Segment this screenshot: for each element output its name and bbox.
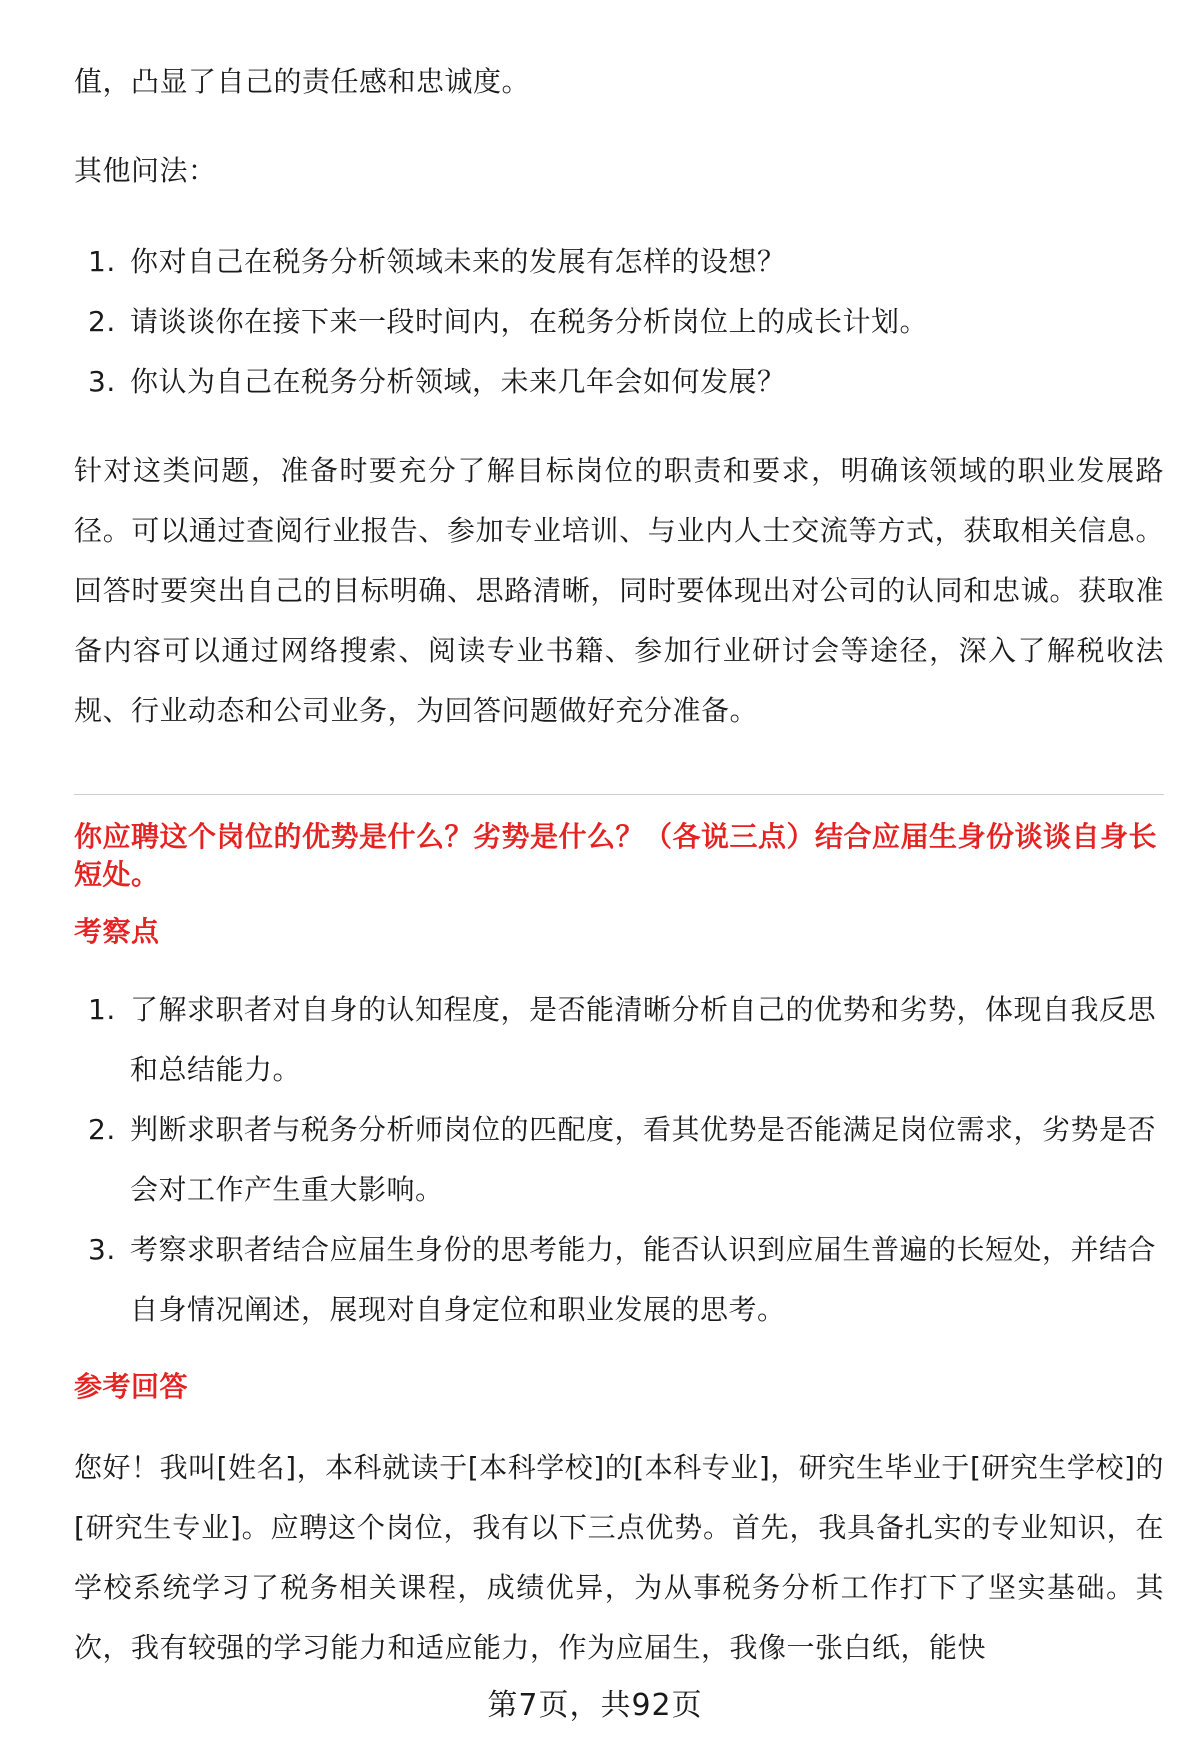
list-item (74, 1100, 1164, 1220)
list-item (74, 1220, 1164, 1340)
list-number: 3. (88, 1233, 116, 1266)
list-number: 2. (88, 1113, 116, 1146)
list-number: 2. (88, 305, 116, 338)
other-questions-label: 其他问法： (74, 154, 217, 187)
list-item-text: 考察求职者结合应届生身份的思考能力，能否认识到应届生普遍的长短处，并结合自身情况阐述，展现对自身定位和职业发展的思考。 (130, 1233, 1157, 1326)
focus-points-title: 考察点 (74, 915, 160, 948)
list-item-text: 请谈谈你在接下来一段时间内，在税务分析岗位上的成长计划。 (130, 305, 929, 338)
list-item-text: 你对自己在税务分析领域未来的发展有怎样的设想？ (130, 245, 786, 278)
prep-advice-paragraph: 针对这类问题，准备时要充分了解目标岗位的职责和要求，明确该领域的职业发展路径。可以通过查阅行业报告、参加专业培训、与业内人士交流等方式，获取相关信息。回答时要突出自己的目标明确、思路清晰，同时要体现出对公司的认同和忠诚。获取准备内容可以通过网络搜索、阅读专业书籍、参加行业研讨会等途径，深入了解税收法规、行业动态和公司业务，为回答问题做好充分准备。 (74, 454, 1164, 727)
intro-tail-text: 值，凸显了自己的责任感和忠诚度。 (74, 65, 531, 98)
reference-answer-paragraph: 您好！我叫[姓名]，本科就读于[本科学校]的[本科专业]，研究生毕业于[研究生学校]的[研究生专业]。应聘这个岗位，我有以下三点优势。首先，我具备扎实的专业知识，在学校系统学习了税务相关课程，成绩优异，为从事税务分析工作打下了坚实基础。其次，我有较强的学习能力和适应能力，作为应届生，我像一张白纸，能快 (74, 1451, 1164, 1664)
list-item (74, 292, 1164, 352)
section-divider (74, 794, 1164, 795)
other-questions-list (74, 232, 1164, 412)
list-number: 1. (88, 245, 116, 278)
interview-question-heading: 你应聘这个岗位的优势是什么？劣势是什么？（各说三点）结合应届生身份谈谈自身长短处。 (74, 820, 1158, 891)
list-item-text: 判断求职者与税务分析师岗位的匹配度，看其优势是否能满足岗位需求，劣势是否会对工作产生重大影响。 (130, 1113, 1157, 1206)
list-item (74, 980, 1164, 1100)
list-number: 3. (88, 365, 116, 398)
focus-points-list (74, 980, 1164, 1340)
reference-answer-title: 参考回答 (74, 1370, 189, 1403)
page-number-footer: 第7页，共92页 (487, 1688, 703, 1723)
list-item-text: 了解求职者对自身的认知程度，是否能清晰分析自己的优势和劣势，体现自我反思和总结能力。 (130, 993, 1157, 1086)
list-item (74, 232, 1164, 292)
list-number: 1. (88, 993, 116, 1026)
list-item-text: 你认为自己在税务分析领域，未来几年会如何发展？ (130, 365, 786, 398)
list-item (74, 352, 1164, 412)
